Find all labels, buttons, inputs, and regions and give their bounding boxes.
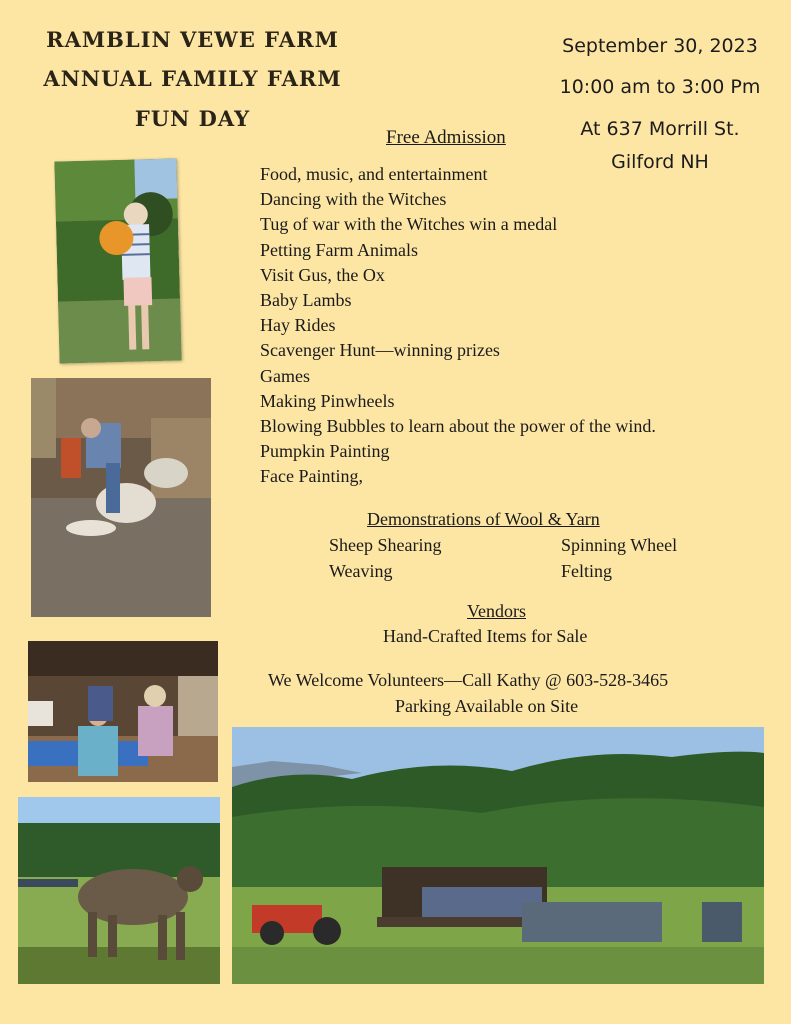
- activity-item: Visit Gus, the Ox: [260, 264, 385, 285]
- activity-item: Petting Farm Animals: [260, 239, 419, 260]
- activity-item: Tug of war with the Witches win a medal: [260, 214, 558, 235]
- volunteers-text: We Welcome Volunteers—Call Kathy @ 603-528-3465: [268, 670, 669, 690]
- photo-barn-crafts: [28, 641, 218, 782]
- title-line-1: RAMBLIN VEWE FARM: [46, 27, 339, 52]
- activity-item: Games: [260, 365, 310, 386]
- demo-spinning-wheel: Spinning Wheel: [561, 535, 678, 555]
- demo-felting: Felting: [561, 561, 613, 581]
- activity-item: Dancing with the Witches: [260, 189, 447, 210]
- demo-weaving: Weaving: [329, 561, 393, 581]
- activity-item: Making Pinwheels: [260, 390, 395, 411]
- activity-item: Pumpkin Painting: [260, 441, 390, 462]
- activity-item: Hay Rides: [260, 315, 336, 336]
- activity-item: Scavenger Hunt—winning prizes: [260, 340, 500, 361]
- vendors-heading: Vendors: [467, 601, 526, 621]
- demo-sheep-shearing: Sheep Shearing: [329, 535, 442, 555]
- parking-text: Parking Available on Site: [395, 696, 579, 716]
- photo-child-pumpkin: [54, 158, 181, 363]
- activities-list: [260, 162, 656, 490]
- activity-item: Face Painting,: [260, 466, 363, 487]
- activity-item: Food, music, and entertainment: [260, 164, 488, 184]
- photo-hayride-field: [232, 727, 764, 984]
- title-line-3: FUN DAY: [134, 106, 251, 131]
- admission-heading: Free Admission: [386, 127, 506, 148]
- activity-item: Baby Lambs: [260, 290, 352, 311]
- photo-ox-pasture: [18, 797, 220, 984]
- title-line-2: ANNUAL FAMILY FARM: [43, 66, 342, 91]
- photo-sheep-shearing: [31, 378, 211, 617]
- event-time: 10:00 am to 3:00 Pm: [559, 76, 761, 98]
- event-address: At 637 Morrill St.: [580, 118, 740, 140]
- demonstrations-heading: Demonstrations of Wool & Yarn: [367, 509, 600, 529]
- vendors-text: Hand-Crafted Items for Sale: [383, 626, 588, 646]
- activity-item: Blowing Bubbles to learn about the power of the wind.: [260, 416, 656, 437]
- event-town: Gilford NH: [611, 151, 709, 173]
- event-date: September 30, 2023: [562, 35, 758, 57]
